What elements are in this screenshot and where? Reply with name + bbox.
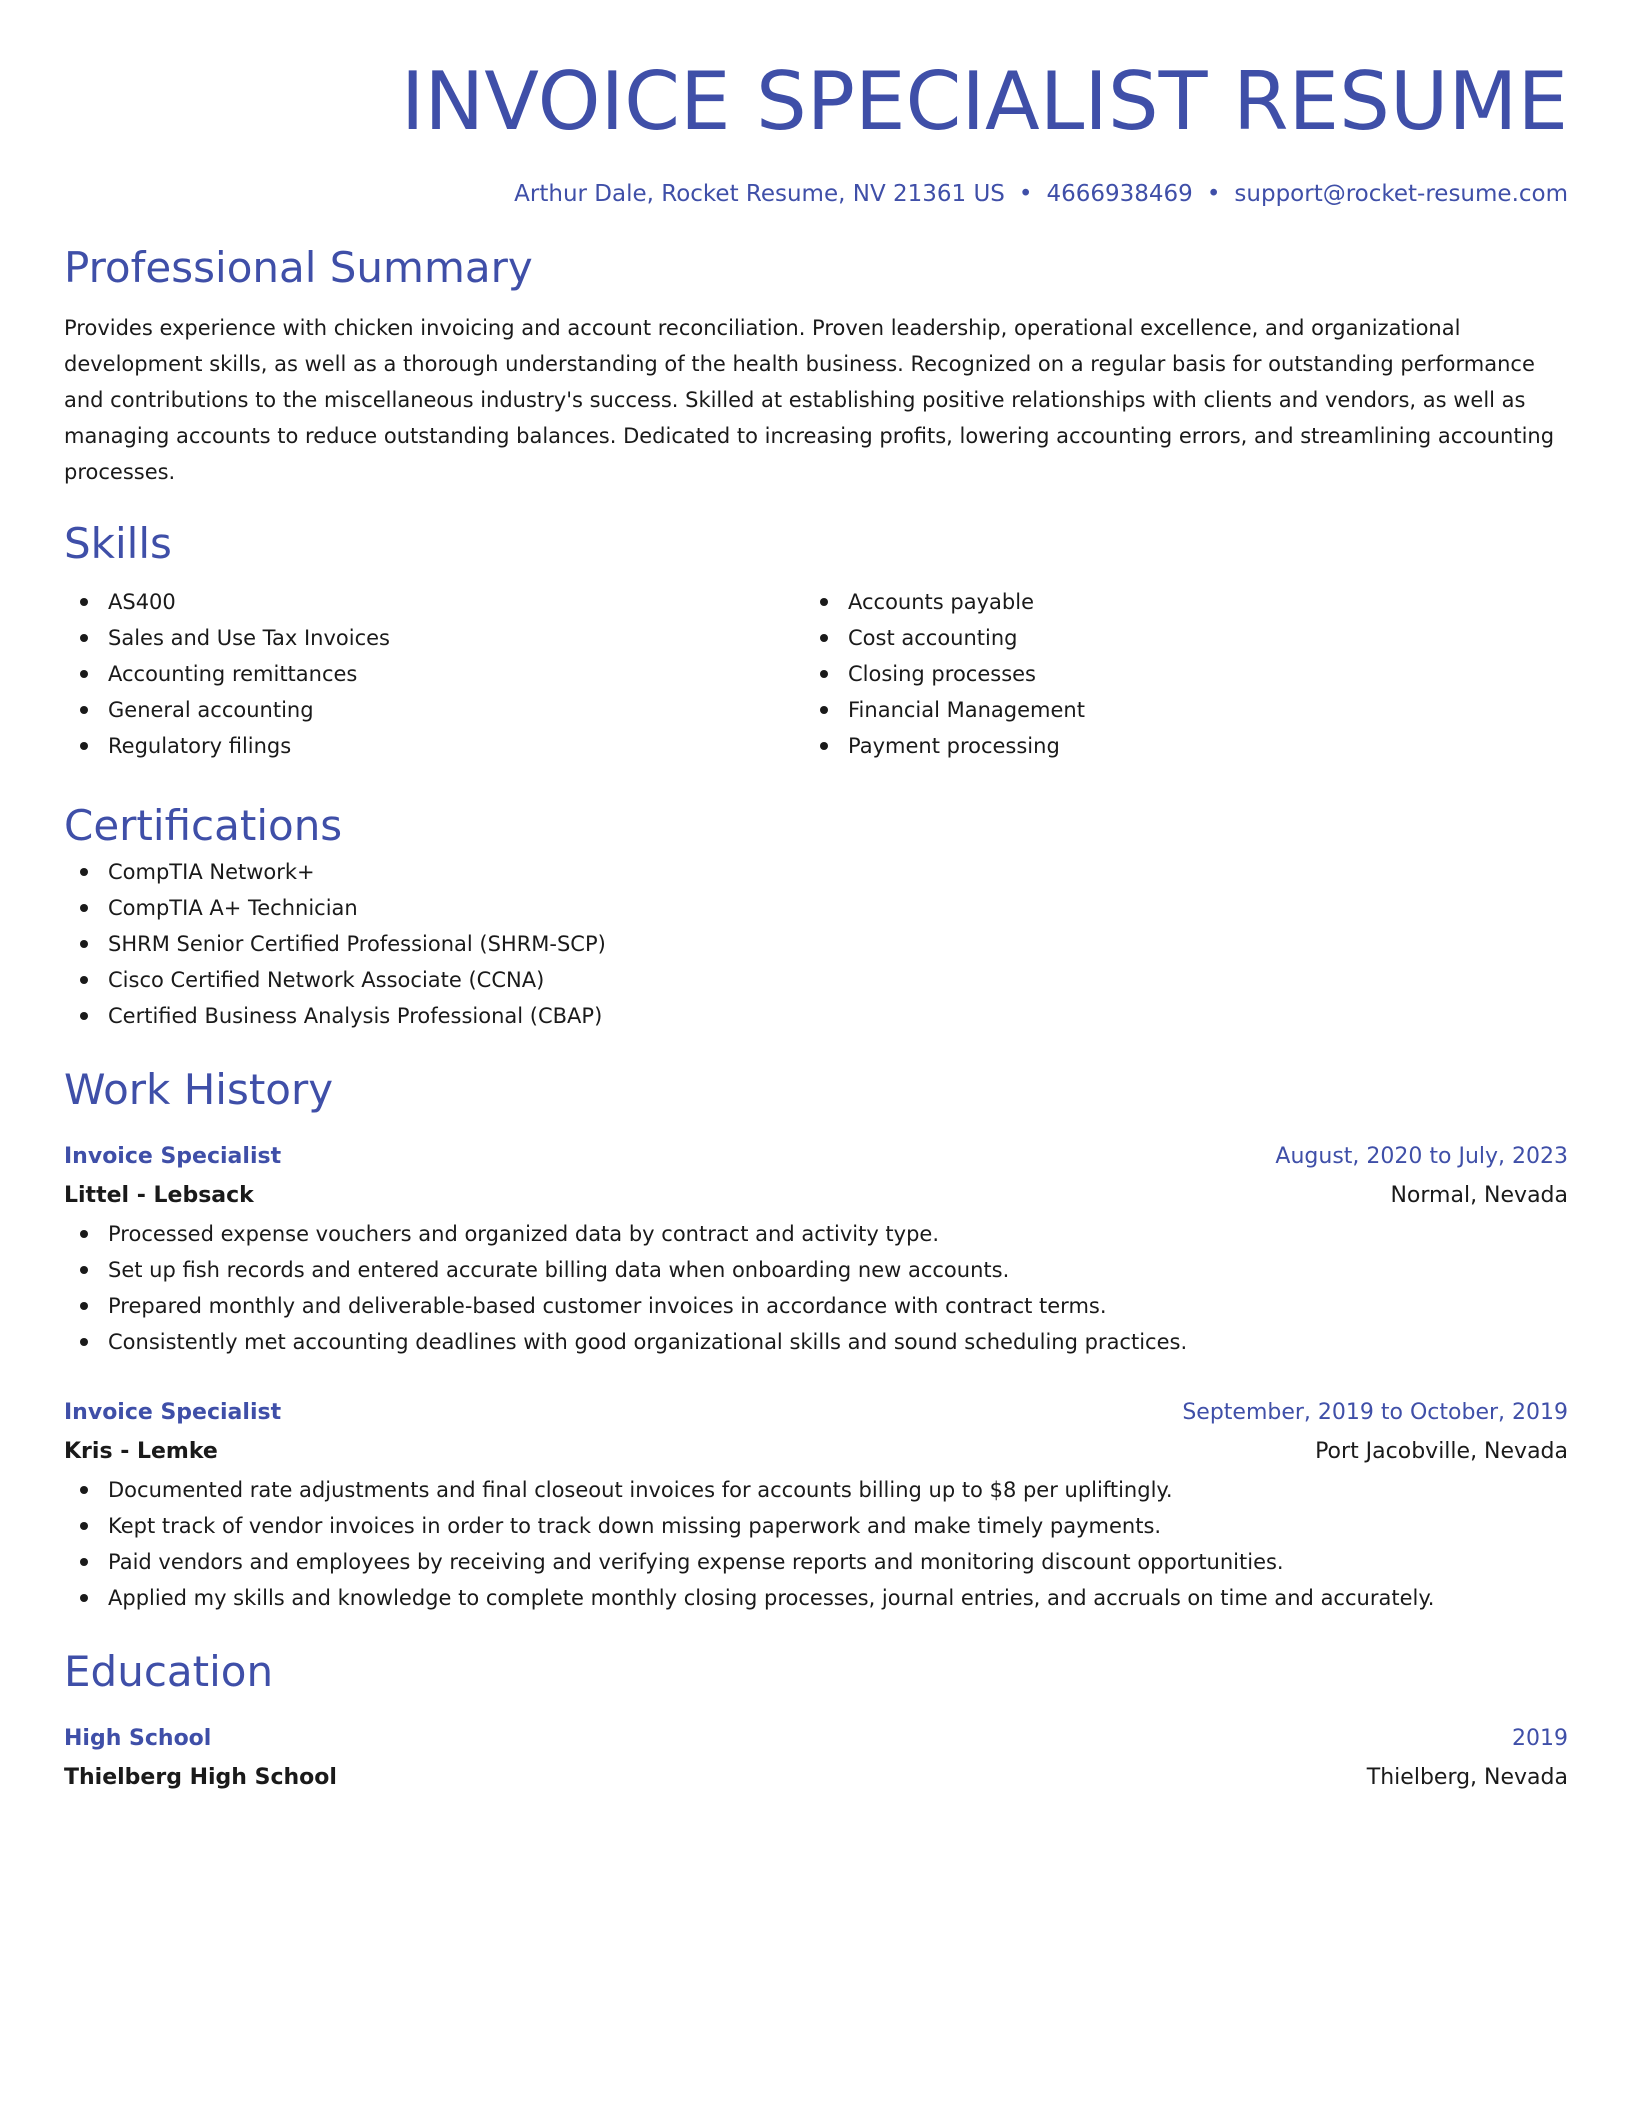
education-heading: Education bbox=[64, 1647, 274, 1696]
job-bullet-text: Consistently met accounting deadlines with good organizational skills and sound scheduling practices. bbox=[108, 1330, 1188, 1354]
skill-text: Sales and Use Tax Invoices bbox=[108, 626, 391, 650]
bullet-icon bbox=[80, 706, 88, 714]
education-school-row bbox=[64, 1758, 1568, 1798]
bullet-icon bbox=[820, 670, 828, 678]
certification-text: SHRM Senior Certified Professional (SHRM-SCP) bbox=[108, 932, 606, 956]
education-degree: High School bbox=[64, 1726, 212, 1751]
skill-text: Regulatory filings bbox=[108, 734, 292, 758]
job-title: Invoice Specialist bbox=[64, 1144, 282, 1169]
bullet-icon bbox=[80, 742, 88, 750]
skill-text: Financial Management bbox=[848, 698, 1085, 722]
skills-grid bbox=[64, 584, 1568, 764]
job-bullet-text: Paid vendors and employees by receiving and verifying expense reports and monitoring discount opportunities. bbox=[108, 1550, 1284, 1574]
skill-text: AS400 bbox=[108, 590, 176, 614]
bullet-icon bbox=[80, 904, 88, 912]
contact-phone: 4666938469 bbox=[1046, 181, 1193, 207]
certification-item bbox=[64, 854, 1568, 890]
certifications-list bbox=[64, 854, 1568, 1034]
job-title-row bbox=[64, 1394, 1568, 1432]
skill-item bbox=[804, 728, 1544, 764]
job-bullet bbox=[64, 1544, 1568, 1580]
skill-item bbox=[64, 584, 804, 620]
job-dates: August, 2020 to July, 2023 bbox=[1275, 1144, 1568, 1169]
bullet-icon bbox=[80, 1012, 88, 1020]
contact-email[interactable]: support@rocket-resume.com bbox=[1234, 181, 1568, 207]
bullet-icon bbox=[80, 940, 88, 948]
job-bullet-text: Processed expense vouchers and organized data by contract and activity type. bbox=[108, 1222, 940, 1246]
certification-item bbox=[64, 890, 1568, 926]
skill-item bbox=[64, 620, 804, 656]
bullet-icon bbox=[80, 634, 88, 642]
skill-text: Cost accounting bbox=[848, 626, 1018, 650]
job-entry bbox=[64, 1138, 1568, 1360]
education-location: Thielberg, Nevada bbox=[1366, 1765, 1568, 1790]
job-location: Normal, Nevada bbox=[1390, 1183, 1568, 1208]
certification-text: Certified Business Analysis Professional (CBAP) bbox=[108, 1004, 603, 1028]
contact-separator: • bbox=[1018, 181, 1033, 207]
resume-title: INVOICE SPECIALIST RESUME bbox=[400, 55, 1568, 148]
education-year: 2019 bbox=[1512, 1726, 1568, 1751]
job-bullet-text: Kept track of vendor invoices in order to track down missing paperwork and make timely payments. bbox=[108, 1514, 1162, 1538]
job-title: Invoice Specialist bbox=[64, 1400, 282, 1425]
bullet-icon bbox=[80, 1486, 88, 1494]
certification-text: Cisco Certified Network Associate (CCNA) bbox=[108, 968, 545, 992]
skill-text: Accounting remittances bbox=[108, 662, 358, 686]
job-bullet bbox=[64, 1324, 1568, 1360]
skill-item bbox=[804, 584, 1544, 620]
skills-list-left bbox=[64, 584, 804, 764]
education-entry bbox=[64, 1720, 1568, 1798]
skill-text: Payment processing bbox=[848, 734, 1060, 758]
job-bullet bbox=[64, 1580, 1568, 1616]
skill-text: General accounting bbox=[108, 698, 314, 722]
skill-item bbox=[64, 728, 804, 764]
job-company-row bbox=[64, 1176, 1568, 1216]
bullet-icon bbox=[80, 598, 88, 606]
summary-text: Provides experience with chicken invoicing and account reconciliation. Proven leadership, operational excellence, and organizational development skills, as well as a thorough understanding of the health business. Recognized on a regular basis for outstanding performance and contributions to the miscellaneous industry's success. Skilled at establishing positive relationships with clients and vendors, as well as managing accounts to reduce outstanding balances. Dedicated to increasing profits, lowering accounting errors, and streamlining accounting processes. bbox=[64, 316, 1555, 484]
job-company: Littel - Lebsack bbox=[64, 1183, 254, 1208]
education-degree-row bbox=[64, 1720, 1568, 1758]
skill-item bbox=[804, 656, 1544, 692]
job-bullet bbox=[64, 1288, 1568, 1324]
bullet-icon bbox=[820, 598, 828, 606]
certification-item bbox=[64, 962, 1568, 998]
bullet-icon bbox=[820, 742, 828, 750]
job-bullet-text: Prepared monthly and deliverable-based customer invoices in accordance with contract terms. bbox=[108, 1294, 1107, 1318]
contact-address: Arthur Dale, Rocket Resume, NV 21361 US bbox=[514, 181, 1005, 207]
skills-column-left bbox=[64, 584, 804, 764]
job-bullet bbox=[64, 1508, 1568, 1544]
job-bullet-text: Documented rate adjustments and final closeout invoices for accounts billing up to $8 per upliftingly. bbox=[108, 1478, 1173, 1502]
bullet-icon bbox=[80, 1230, 88, 1238]
bullet-icon bbox=[80, 868, 88, 876]
skill-text: Accounts payable bbox=[848, 590, 1034, 614]
skill-item bbox=[64, 692, 804, 728]
skill-item bbox=[804, 692, 1544, 728]
bullet-icon bbox=[80, 1522, 88, 1530]
job-bullet bbox=[64, 1472, 1568, 1508]
bullet-icon bbox=[80, 670, 88, 678]
bullet-icon bbox=[820, 634, 828, 642]
bullet-icon bbox=[80, 1302, 88, 1310]
job-bullet-text: Applied my skills and knowledge to complete monthly closing processes, journal entries, and accruals on time and accurately. bbox=[108, 1586, 1435, 1610]
contact-line bbox=[64, 178, 1568, 210]
summary-heading: Professional Summary bbox=[64, 243, 533, 292]
bullet-icon bbox=[820, 706, 828, 714]
bullet-icon bbox=[80, 1338, 88, 1346]
job-bullet bbox=[64, 1252, 1568, 1288]
certification-text: CompTIA A+ Technician bbox=[108, 896, 358, 920]
bullet-icon bbox=[80, 976, 88, 984]
certification-item bbox=[64, 998, 1568, 1034]
bullet-icon bbox=[80, 1266, 88, 1274]
job-dates: September, 2019 to October, 2019 bbox=[1182, 1400, 1568, 1425]
skill-text: Closing processes bbox=[848, 662, 1036, 686]
work-history-heading: Work History bbox=[64, 1065, 334, 1114]
job-location: Port Jacobville, Nevada bbox=[1315, 1439, 1568, 1464]
job-bullets bbox=[64, 1472, 1568, 1616]
contact-separator: • bbox=[1206, 181, 1221, 207]
skills-heading: Skills bbox=[64, 519, 172, 568]
skill-item bbox=[64, 656, 804, 692]
certification-text: CompTIA Network+ bbox=[108, 860, 315, 884]
job-bullet-text: Set up fish records and entered accurate billing data when onboarding new accounts. bbox=[108, 1258, 1010, 1282]
bullet-icon bbox=[80, 1594, 88, 1602]
job-bullets bbox=[64, 1216, 1568, 1360]
skills-column-right bbox=[804, 584, 1544, 764]
job-entry bbox=[64, 1394, 1568, 1616]
job-title-row bbox=[64, 1138, 1568, 1176]
skills-list-right bbox=[804, 584, 1544, 764]
certifications-heading: Certifications bbox=[64, 801, 343, 850]
certification-item bbox=[64, 926, 1568, 962]
education-school: Thielberg High School bbox=[64, 1765, 337, 1790]
job-company-row bbox=[64, 1432, 1568, 1472]
bullet-icon bbox=[80, 1558, 88, 1566]
skill-item bbox=[804, 620, 1544, 656]
job-bullet bbox=[64, 1216, 1568, 1252]
job-company: Kris - Lemke bbox=[64, 1439, 218, 1464]
